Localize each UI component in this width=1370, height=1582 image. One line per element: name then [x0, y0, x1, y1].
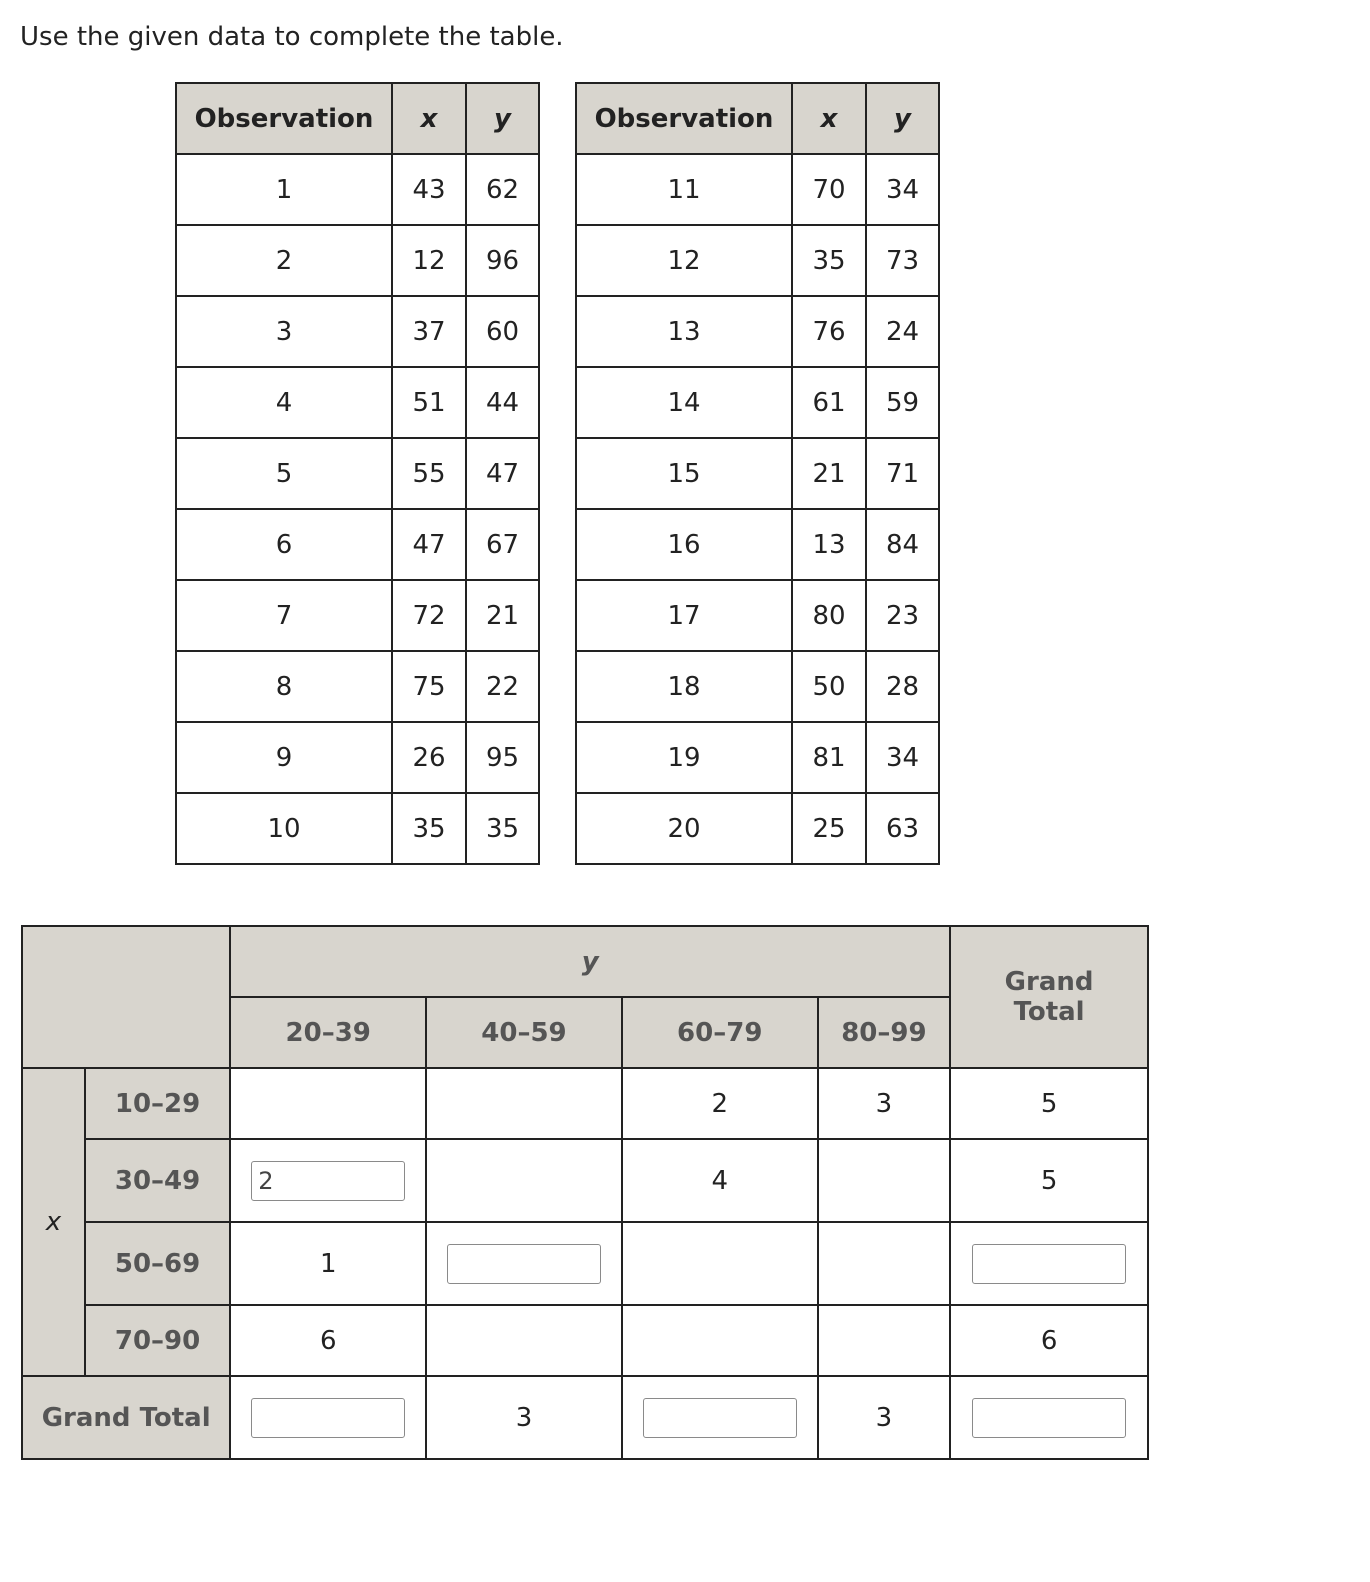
x-value-cell: 26 [392, 722, 466, 793]
y-value-cell: 23 [866, 580, 939, 651]
cell-input-container [230, 1139, 426, 1222]
observation-number-cell: 3 [176, 296, 392, 367]
observation-row [176, 367, 539, 438]
column-total: 3 [818, 1376, 951, 1459]
observation-number-cell: 12 [576, 225, 792, 296]
observation-number-cell: 15 [576, 438, 792, 509]
cell-input-container [426, 1222, 622, 1305]
x-header: x [392, 83, 466, 154]
y-bin-header: 20–39 [230, 997, 426, 1068]
answer-input[interactable]: 2 [251, 1161, 405, 1201]
observation-header: Observation [576, 83, 792, 154]
row-total: 5 [950, 1068, 1148, 1139]
cell-input-container [950, 1376, 1148, 1459]
x-bin-header: 50–69 [85, 1222, 231, 1305]
cell: 4 [622, 1139, 818, 1222]
cell [426, 1068, 622, 1139]
y-value-cell: 44 [466, 367, 539, 438]
y-value-cell: 84 [866, 509, 939, 580]
observation-row [176, 509, 539, 580]
observation-row [176, 225, 539, 296]
y-header: y [466, 83, 539, 154]
cell [818, 1305, 951, 1376]
y-value-cell: 34 [866, 154, 939, 225]
observation-number-cell: 5 [176, 438, 392, 509]
cell-input-container [230, 1376, 426, 1459]
y-value-cell: 67 [466, 509, 539, 580]
x-value-cell: 61 [792, 367, 866, 438]
y-value-cell: 28 [866, 651, 939, 722]
y-value-cell: 21 [466, 580, 539, 651]
y-value-cell: 24 [866, 296, 939, 367]
observation-header: Observation [176, 83, 392, 154]
observation-row [576, 722, 939, 793]
observation-row [576, 367, 939, 438]
x-header: x [792, 83, 866, 154]
observation-number-cell: 10 [176, 793, 392, 864]
observation-number-cell: 11 [576, 154, 792, 225]
x-value-cell: 12 [392, 225, 466, 296]
observation-number-cell: 19 [576, 722, 792, 793]
observation-row [576, 580, 939, 651]
x-bin-header: 30–49 [85, 1139, 231, 1222]
grand-total-column-label: Grand Total [1004, 967, 1094, 1027]
x-value-cell: 55 [392, 438, 466, 509]
x-value-cell: 75 [392, 651, 466, 722]
y-value-cell: 34 [866, 722, 939, 793]
cell-input-container [950, 1222, 1148, 1305]
y-value-cell: 96 [466, 225, 539, 296]
y-value-cell: 71 [866, 438, 939, 509]
cell [818, 1222, 951, 1305]
observation-table-right [575, 82, 940, 865]
observation-right-body [576, 154, 939, 864]
question-prompt: Use the given data to complete the table. [20, 22, 564, 52]
y-variable-label: y [230, 926, 950, 997]
y-value-cell: 73 [866, 225, 939, 296]
observation-table-left [175, 82, 540, 865]
contingency-table [21, 925, 1149, 1460]
y-value-cell: 47 [466, 438, 539, 509]
observation-row [176, 793, 539, 864]
x-value-cell: 25 [792, 793, 866, 864]
observation-number-cell: 8 [176, 651, 392, 722]
cell [818, 1139, 951, 1222]
x-value-cell: 37 [392, 296, 466, 367]
x-value-cell: 50 [792, 651, 866, 722]
x-value-cell: 81 [792, 722, 866, 793]
observation-row [576, 296, 939, 367]
observation-row [576, 154, 939, 225]
observation-row [176, 296, 539, 367]
x-value-cell: 43 [392, 154, 466, 225]
y-bin-header: 80–99 [818, 997, 951, 1068]
observation-left-body [176, 154, 539, 864]
observation-row [576, 225, 939, 296]
cell [230, 1068, 426, 1139]
cell: 1 [230, 1222, 426, 1305]
observation-number-cell: 16 [576, 509, 792, 580]
y-value-cell: 63 [866, 793, 939, 864]
x-value-cell: 47 [392, 509, 466, 580]
x-value-cell: 13 [792, 509, 866, 580]
y-bin-header: 60–79 [622, 997, 818, 1068]
observation-number-cell: 14 [576, 367, 792, 438]
y-value-cell: 59 [866, 367, 939, 438]
row-total: 6 [950, 1305, 1148, 1376]
cell [622, 1305, 818, 1376]
cell: 2 [622, 1068, 818, 1139]
x-value-cell: 21 [792, 438, 866, 509]
x-value-cell: 51 [392, 367, 466, 438]
corner-cell [22, 926, 230, 1068]
x-value-cell: 80 [792, 580, 866, 651]
y-value-cell: 22 [466, 651, 539, 722]
answer-input[interactable] [251, 1398, 405, 1438]
x-variable-label: x [22, 1068, 85, 1376]
grand-total-column-header [950, 926, 1148, 1068]
x-value-cell: 35 [792, 225, 866, 296]
x-value-cell: 70 [792, 154, 866, 225]
observation-row [176, 438, 539, 509]
cell [426, 1305, 622, 1376]
answer-input[interactable] [447, 1244, 601, 1284]
y-bin-header: 40–59 [426, 997, 622, 1068]
observation-row [576, 651, 939, 722]
y-value-cell: 95 [466, 722, 539, 793]
x-bin-header: 70–90 [85, 1305, 231, 1376]
observation-row [576, 509, 939, 580]
cell: 3 [818, 1068, 951, 1139]
x-bin-header: 10–29 [85, 1068, 231, 1139]
observation-number-cell: 17 [576, 580, 792, 651]
y-value-cell: 62 [466, 154, 539, 225]
observation-number-cell: 6 [176, 509, 392, 580]
observation-number-cell: 9 [176, 722, 392, 793]
observation-number-cell: 7 [176, 580, 392, 651]
observation-row [176, 651, 539, 722]
observation-row [176, 154, 539, 225]
observation-row [576, 793, 939, 864]
answer-input[interactable] [972, 1244, 1126, 1284]
observation-number-cell: 13 [576, 296, 792, 367]
observation-number-cell: 4 [176, 367, 392, 438]
x-value-cell: 72 [392, 580, 466, 651]
cell [622, 1222, 818, 1305]
cell-input-container [622, 1376, 818, 1459]
answer-input[interactable] [972, 1398, 1126, 1438]
y-header: y [866, 83, 939, 154]
grand-total-row-header: Grand Total [22, 1376, 230, 1459]
observation-row [176, 722, 539, 793]
cell [426, 1139, 622, 1222]
answer-input[interactable] [643, 1398, 797, 1438]
x-value-cell: 76 [792, 296, 866, 367]
observation-row [576, 438, 939, 509]
y-value-cell: 35 [466, 793, 539, 864]
observation-number-cell: 2 [176, 225, 392, 296]
y-value-cell: 60 [466, 296, 539, 367]
observation-number-cell: 1 [176, 154, 392, 225]
observation-row [176, 580, 539, 651]
observation-number-cell: 20 [576, 793, 792, 864]
observation-number-cell: 18 [576, 651, 792, 722]
row-total: 5 [950, 1139, 1148, 1222]
x-value-cell: 35 [392, 793, 466, 864]
cell: 6 [230, 1305, 426, 1376]
column-total: 3 [426, 1376, 622, 1459]
